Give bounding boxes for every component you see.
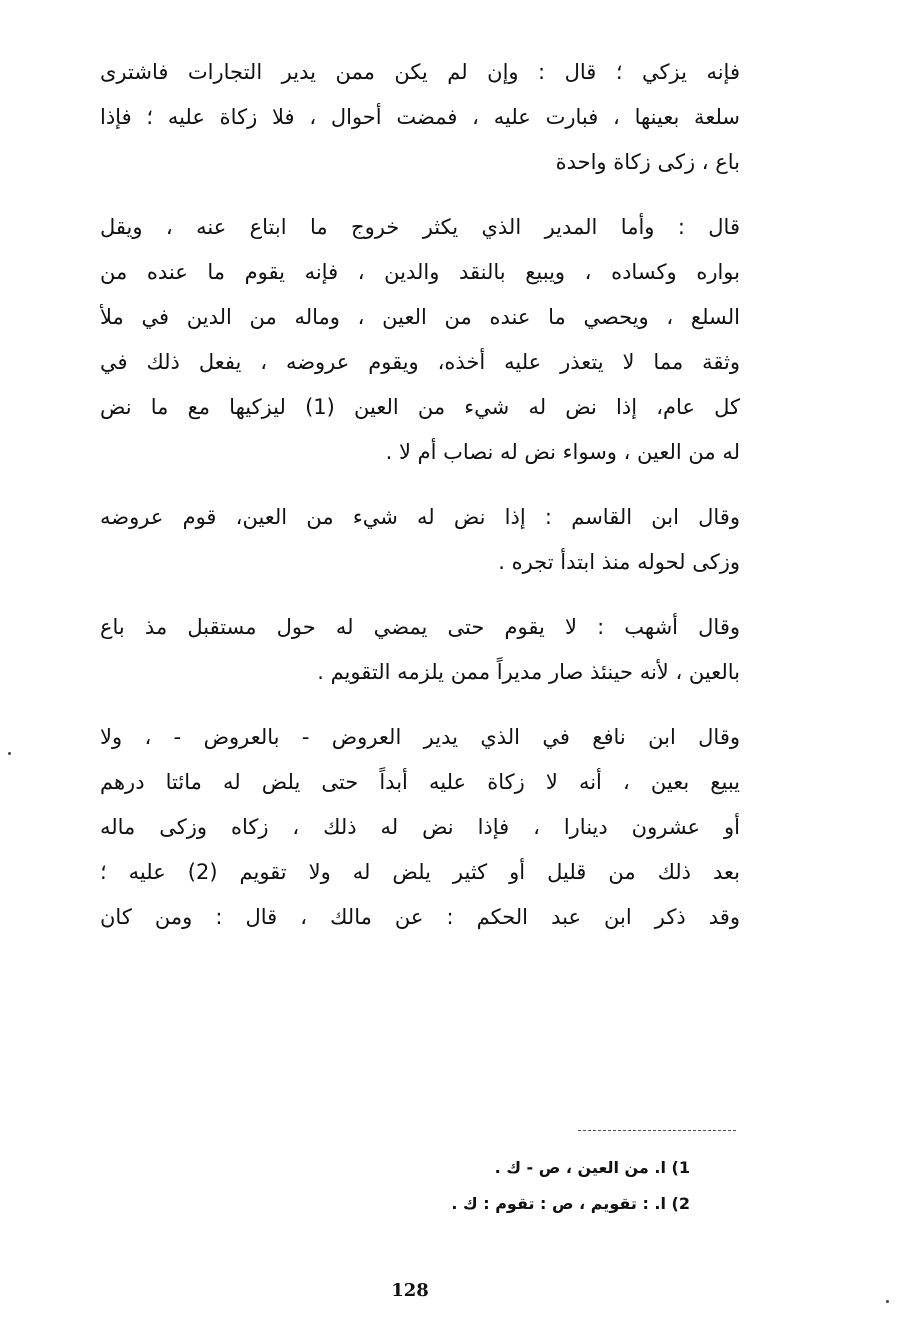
text-line: فإنه يزكي ؛ قال : وإن لم يكن ممن يدير التجارات فاشترى xyxy=(100,60,740,84)
text-line: وقال ابن نافع في الذي يدير العروض - بالعروض - ، ولا xyxy=(100,725,740,749)
text-line: بالعين ، لأنه حينئذ صار مديراً ممن يلزمه التقويم . xyxy=(317,660,740,684)
footnotes xyxy=(380,1150,690,1222)
page-number: 128 xyxy=(391,1280,429,1301)
paragraph-5 xyxy=(100,715,740,940)
paragraph-3 xyxy=(100,495,740,585)
text-line: وزكى لحوله منذ ابتدأ تجره . xyxy=(498,550,740,574)
scan-speck xyxy=(886,1300,889,1303)
footnote-1: 1) ا. من العين ، ص - ك . xyxy=(494,1158,690,1177)
footnote-2: 2) ا. : تقويم ، ص : تقوم : ك . xyxy=(451,1194,690,1213)
scan-speck xyxy=(8,752,11,755)
text-line: بواره وكساده ، ويبيع بالنقد والدين ، فإنه يقوم ما عنده من xyxy=(100,260,740,284)
text-line: وقال أشهب : لا يقوم حتى يمضي له حول مستقبل مذ باع xyxy=(100,615,740,639)
text-line: السلع ، ويحصي ما عنده من العين ، وماله من الدين في ملأ xyxy=(100,305,740,329)
main-text xyxy=(100,50,740,960)
text-line: يبيع بعين ، أنه لا زكاة عليه أبداً حتى يلض له مائتا درهم xyxy=(100,770,740,794)
text-line: سلعة بعينها ، فبارت عليه ، فمضت أحوال ، فلا زكاة عليه ؛ فإذا xyxy=(100,105,740,129)
paragraph-4 xyxy=(100,605,740,695)
text-line: وثقة مما لا يتعذر عليه أخذه، ويقوم عروضه ، يفعل ذلك في xyxy=(100,350,740,374)
paragraph-1 xyxy=(100,50,740,185)
text-line: وقال ابن القاسم : إذا نض له شيء من العين، قوم عروضه xyxy=(100,505,740,529)
text-line: أو عشرون دينارا ، فإذا نض له ذلك ، زكاه وزكى ماله xyxy=(100,815,740,839)
paragraph-2 xyxy=(100,205,740,475)
text-line: بعد ذلك من قليل أو كثير يلض له ولا تقويم (2) عليه ؛ xyxy=(100,860,740,884)
text-line: وقد ذكر ابن عبد الحكم : عن مالك ، قال : ومن كان xyxy=(100,905,740,929)
text-line: كل عام، إذا نض له شيء من العين (1) ليزكيها مع ما نض xyxy=(100,395,740,419)
text-line: قال : وأما المدير الذي يكثر خروج ما ابتاع عنه ، ويقل xyxy=(100,215,740,239)
text-line: له من العين ، وسواء نض له نصاب أم لا . xyxy=(385,440,740,464)
text-line: باع ، زكى زكاة واحدة xyxy=(555,150,740,174)
footnote-separator xyxy=(578,1130,736,1131)
